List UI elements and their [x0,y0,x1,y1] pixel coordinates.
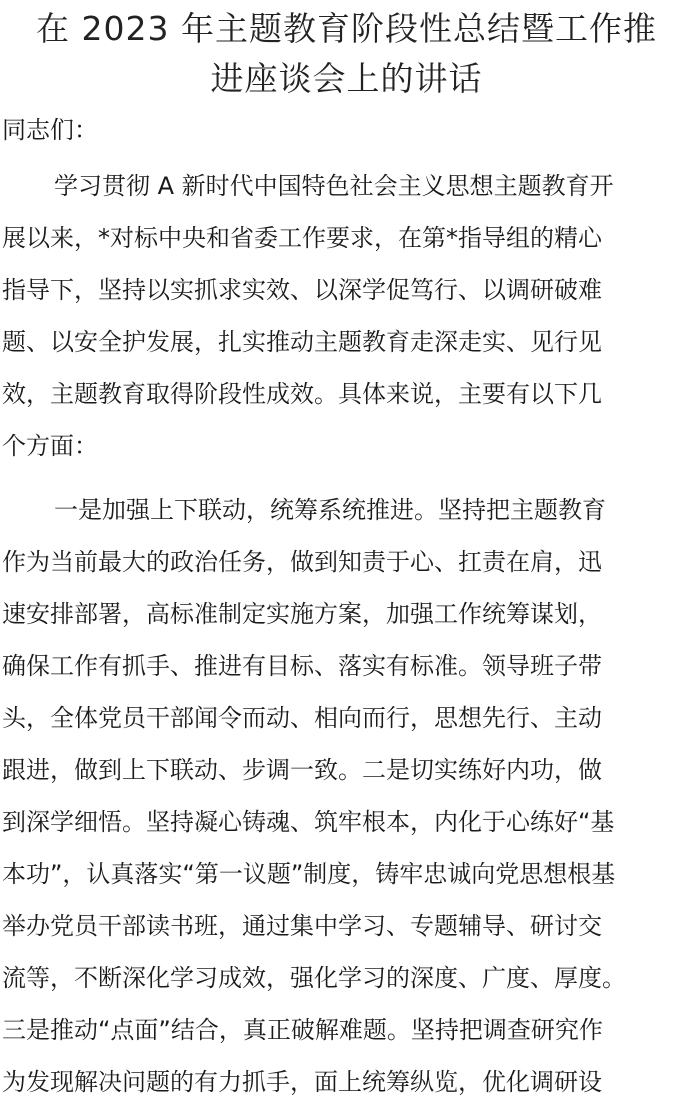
salutation: 同志们： [2,116,98,144]
text-line: 确保工作有抓手、推进有目标、落实有标准。领导班子带 [2,652,602,680]
document-title [0,4,693,104]
text-line: 效，主题教育取得阶段性成效。具体来说，主要有以下几 [2,380,602,408]
text-line: 速安排部署，高标准制定实施方案，加强工作统筹谋划， [2,600,602,628]
text-line: 题、以安全护发展，扎实推动主题教育走深走实、见行见 [2,328,602,356]
text-line: 三是推动“点面”结合，真正破解难题。坚持把调查研究作 [2,1016,603,1044]
paragraph-progress [0,484,693,1097]
text-line: 头，全体党员干部闻令而动、相向而行，思想先行、主动 [2,704,602,732]
text-line: 一是加强上下联动，统筹系统推进。坚持把主题教育 [54,496,606,524]
text-line: 学习贯彻 A 新时代中国特色社会主义思想主题教育开 [54,172,614,200]
text-line: 流等，不断深化学习成效，强化学习的深度、广度、厚度。 [2,964,626,992]
text-line: 举办党员干部读书班，通过集中学习、专题辅导、研讨交 [2,912,602,940]
text-line: 本功”，认真落实“第一议题”制度，铸牢忠诚向党思想根基 [2,860,616,888]
paragraph-spacer [0,152,693,160]
text-line: 跟进，做到上下联动、步调一致。二是切实练好内功，做 [2,756,602,784]
paragraph-intro [0,160,693,472]
text-line: 为发现解决问题的有力抓手，面上统筹纵览，优化调研设 [2,1068,602,1096]
text-line: 个方面： [2,432,98,460]
title-line-1: 在 2023 年主题教育阶段性总结暨工作推 [36,9,657,48]
paragraph-spacer [0,472,693,484]
text-line: 作为当前最大的政治任务，做到知责于心、扛责在肩，迅 [2,548,602,576]
title-line-2: 进座谈会上的讲话 [210,59,483,98]
text-line: 到深学细悟。坚持凝心铸魂、筑牢根本，内化于心练好“基 [2,808,615,836]
text-line: 展以来，*对标中央和省委工作要求，在第*指导组的精心 [2,224,602,252]
text-line: 指导下，坚持以实抓求实效、以深学促笃行、以调研破难 [2,276,602,304]
